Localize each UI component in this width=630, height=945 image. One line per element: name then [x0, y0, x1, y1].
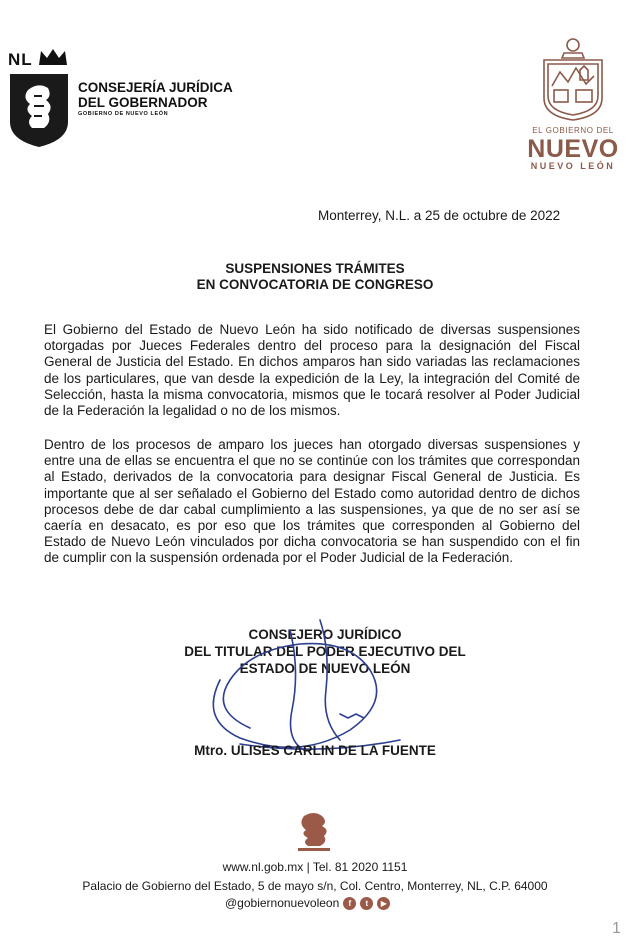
consejeria-subtitle: GOBIERNO DE NUEVO LEÓN — [78, 111, 169, 117]
footer-web-phone: www.nl.gob.mx | Tel. 81 2020 1151 — [222, 860, 408, 874]
handwritten-signature — [180, 610, 440, 760]
state-crest-icon — [540, 36, 606, 122]
page-number: 1 — [612, 920, 621, 937]
nuevo-leon-label: NUEVO LEÓN — [530, 161, 616, 171]
signature-title-line3: ESTADO DE NUEVO LEÓN — [239, 661, 411, 676]
consejeria-title-line2: DEL GOBERNADOR — [78, 95, 208, 110]
title-line1: SUSPENSIONES TRÁMITES — [225, 261, 405, 276]
twitter-icon: t — [360, 897, 373, 910]
youtube-icon: ▶ — [377, 897, 390, 910]
document-date: Monterrey, N.L. a 25 de octubre de 2022 — [318, 208, 561, 223]
title-line2: EN CONVOCATORIA DE CONGRESO — [196, 277, 434, 292]
paragraph-1: El Gobierno del Estado de Nuevo León ha sido notificado de diversas suspensiones otorgadas por Jueces Federales dentro del proceso para la designación del Fiscal General de Justicia del Estado. En dichos amparos han sido variadas las reclamaciones de los particulares, que van desde la expedición de la Ley, la integración del Comité de Selección, hasta la misma convocatoria, mismos que le tocará resolver al Poder Judicial de la Federación la legalidad o no de los mismos. — [44, 322, 580, 419]
consejeria-title-line1: CONSEJERÍA JURÍDICA — [78, 80, 233, 95]
footer-address: Palacio de Gobierno del Estado, 5 de mayo s/n, Col. Centro, Monterrey, NL, C.P. 64000 — [82, 879, 548, 893]
footer-social — [225, 896, 390, 910]
crown-icon — [38, 48, 68, 66]
gobierno-label: EL GOBIERNO DEL — [532, 126, 614, 135]
footer-lion-icon — [292, 812, 336, 852]
nuevo-wordmark: NUEVO — [527, 135, 619, 163]
signatory-name: Mtro. ULISES CARLIN DE LA FUENTE — [194, 743, 436, 758]
shield-lion-icon — [8, 72, 70, 148]
consejeria-title — [78, 80, 233, 110]
social-handle: @gobiernonuevoleon — [225, 896, 340, 910]
signature-title-line2: DEL TITULAR DEL PODER EJECUTIVO DEL — [184, 644, 466, 659]
nl-mark: NL — [8, 50, 33, 69]
paragraph-2: Dentro de los procesos de amparo los jueces han otorgado diversas suspensiones y entre una de ellas se encuentra el que no se continúe con los trámites que correspondan al Estado, derivados de la convocatoria para designar Fiscal General de Justicia. Es importante que al ser señalado el Gobierno del Estado como autoridad dentro de dichos procesos debe de dar cabal cumplimiento a las suspensiones, ya que de no ser así se caería en desacato, es por eso que los trámites que corresponden al Gobierno del Estado de Nuevo León vinculados por dicha convocatoria se han suspendido con el fin de cumplir con la suspensión ordenada por el Poder Judicial de la Federación. — [44, 437, 580, 566]
facebook-icon: f — [343, 897, 356, 910]
signature-title-line1: CONSEJERO JURÍDICO — [248, 627, 402, 642]
